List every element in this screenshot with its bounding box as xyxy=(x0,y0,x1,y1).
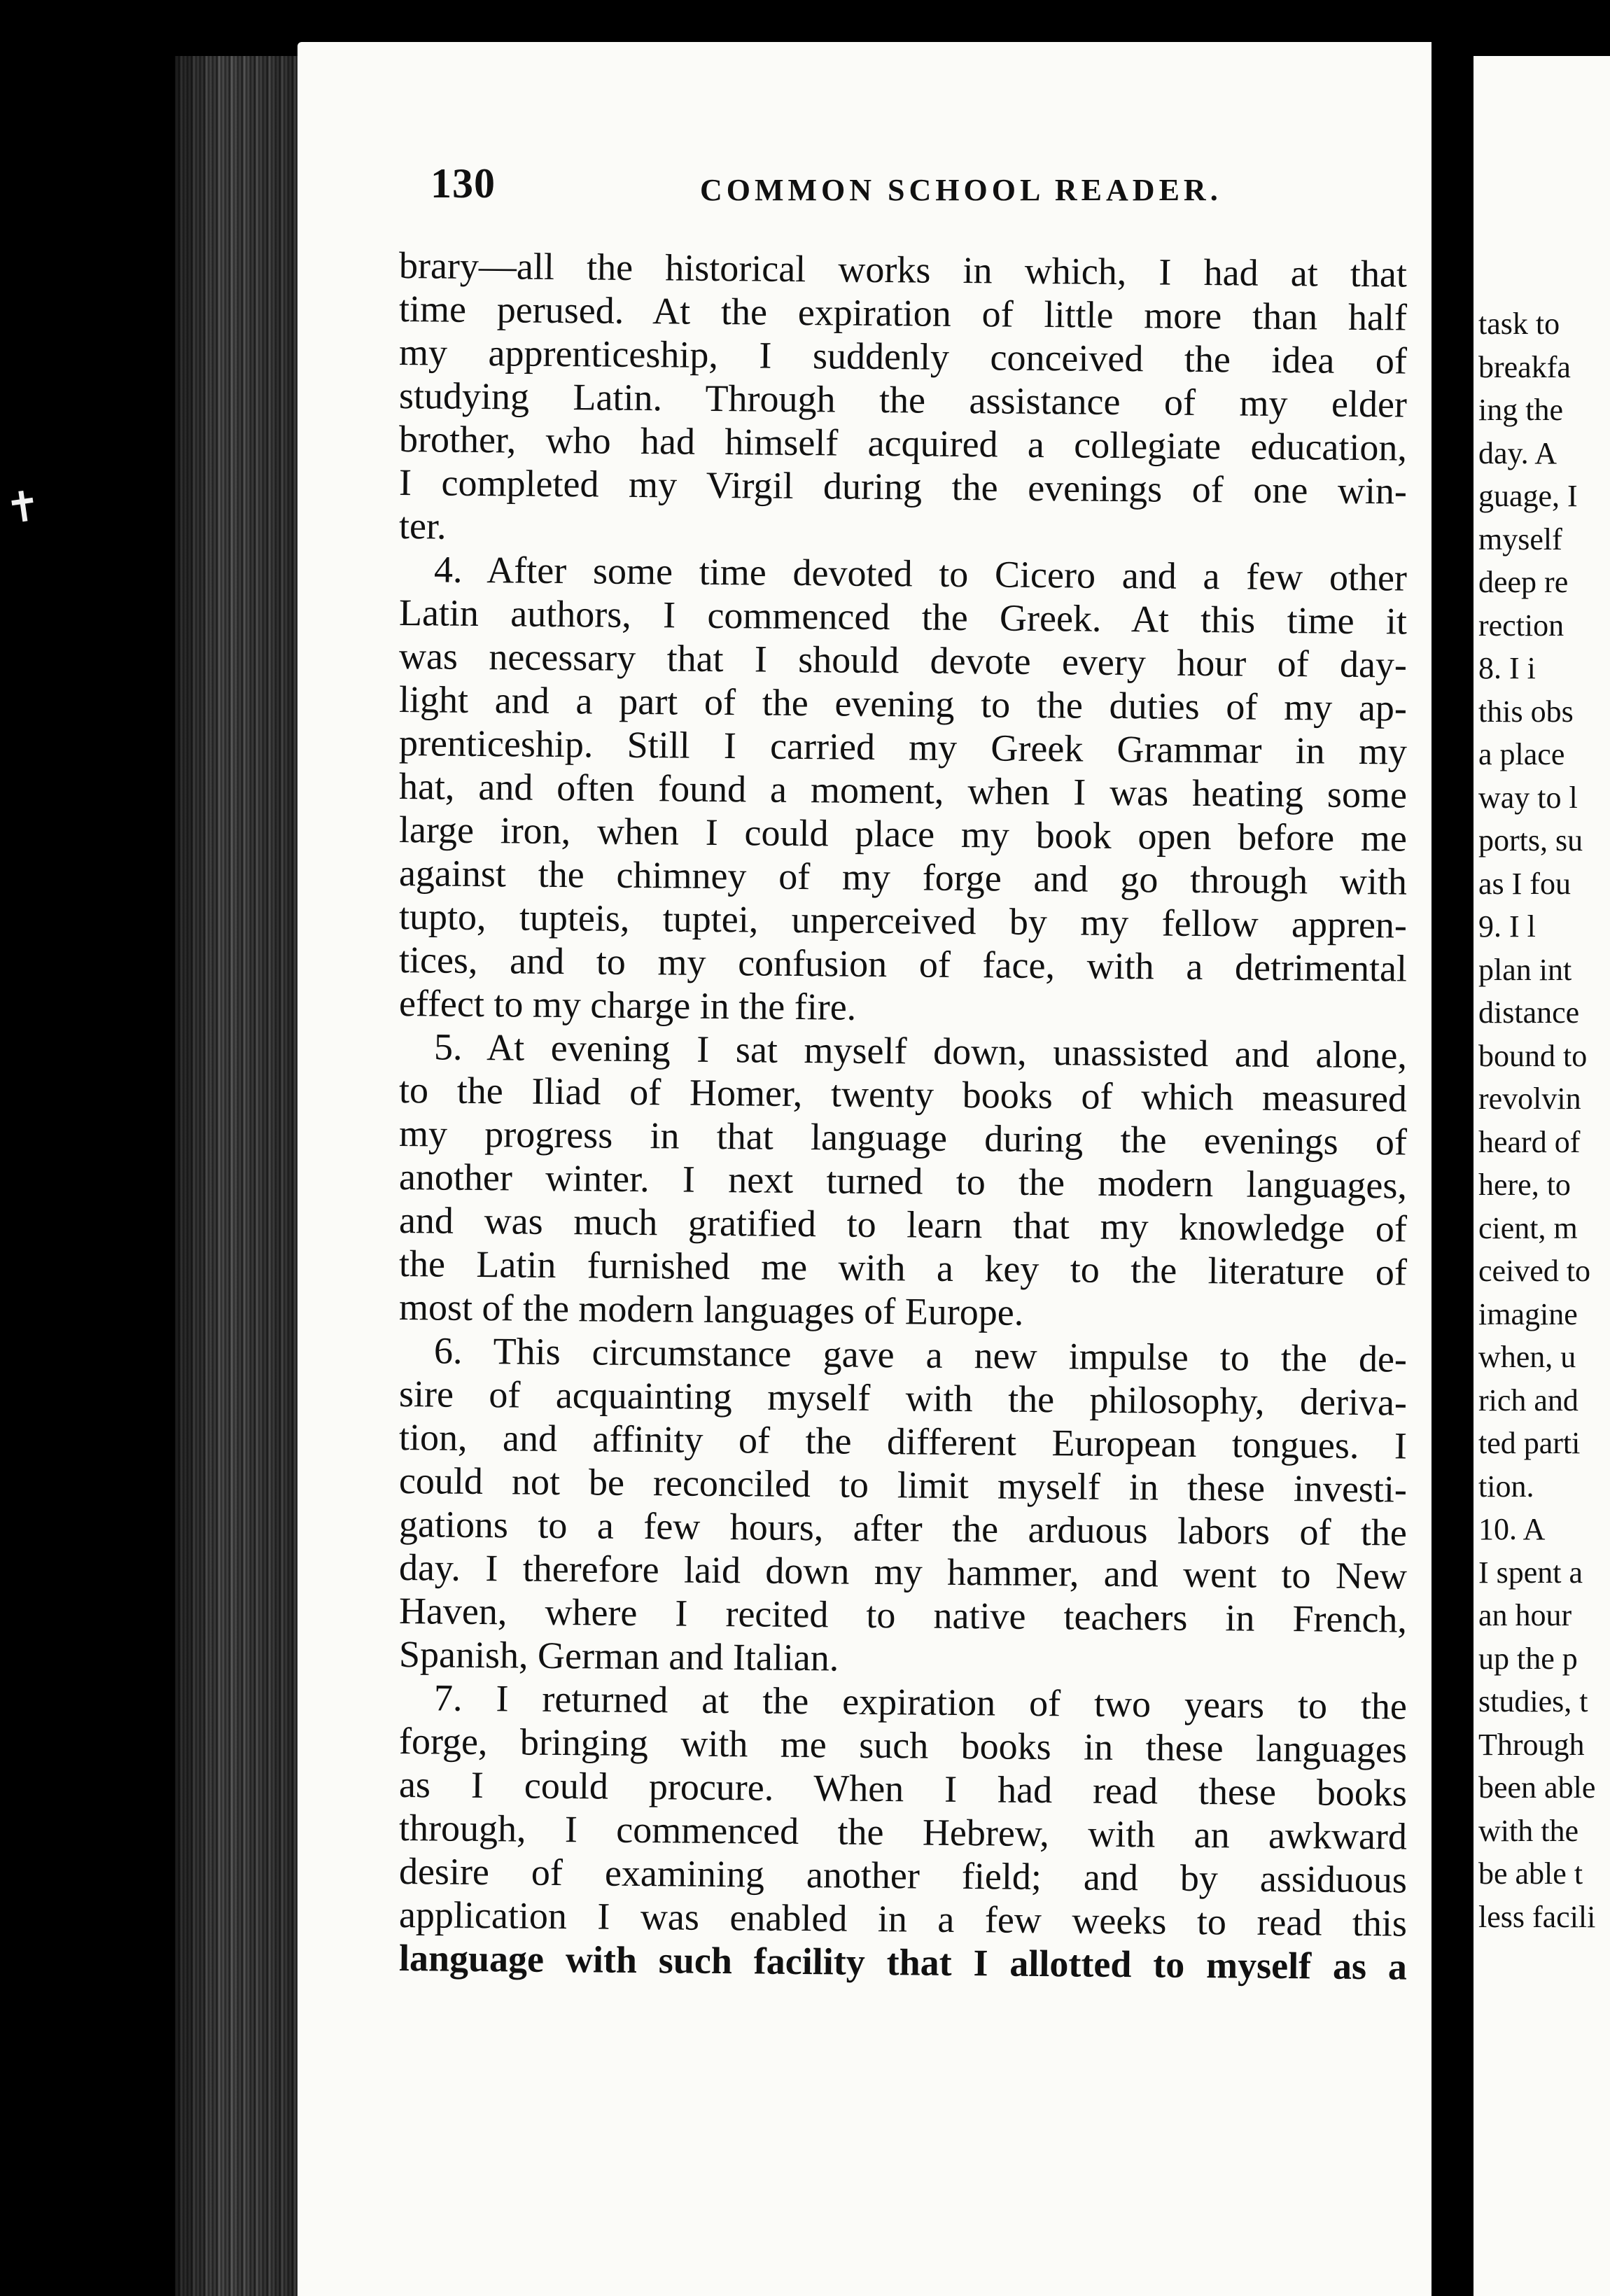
page-gutter xyxy=(1432,42,1474,2296)
facing-line: 10. A xyxy=(1478,1512,1546,1546)
facing-line: when, u xyxy=(1478,1340,1576,1374)
text-line: large iron, when I could place my book open before me xyxy=(398,808,1408,860)
facing-line: ceived to xyxy=(1478,1254,1591,1288)
facing-line: this obs xyxy=(1478,694,1574,729)
facing-line: rection xyxy=(1478,608,1564,643)
facing-line: ing the xyxy=(1478,393,1563,427)
text-line: against the chimney of my forge and go through with xyxy=(398,852,1408,903)
text-line: sire of acquainting myself with the philosophy, deriva- xyxy=(398,1373,1408,1424)
facing-line: distance xyxy=(1478,995,1580,1030)
facing-line: a place xyxy=(1478,737,1565,771)
facing-line: heard of xyxy=(1478,1124,1581,1159)
paragraph-start-7: 7. I returned at the expiration of two years to the xyxy=(433,1676,1408,1728)
facing-line: deep re xyxy=(1478,565,1569,599)
facing-line: up the p xyxy=(1478,1641,1578,1676)
facing-line: 8. I i xyxy=(1478,651,1536,685)
facing-line: tion. xyxy=(1478,1469,1534,1504)
spine-shadow xyxy=(175,56,301,2296)
paragraph-start-5: 5. At evening I sat myself down, unassisted and alone, xyxy=(433,1026,1408,1077)
facing-line: with the xyxy=(1478,1813,1578,1848)
facing-line: as I fou xyxy=(1478,866,1571,901)
text-line: day. I therefore laid down my hammer, and went to New xyxy=(398,1546,1408,1597)
facing-line: plan int xyxy=(1478,952,1572,987)
facing-line: less facili xyxy=(1478,1899,1596,1934)
facing-line: breakfa xyxy=(1478,349,1571,384)
paragraph-start-4: 4. After some time devoted to Cicero and a few other xyxy=(433,548,1408,599)
text-line: application I was enabled in a few weeks to read this xyxy=(398,1893,1408,1945)
facing-line: 9. I l xyxy=(1478,909,1536,944)
margin-mark: ✝ xyxy=(2,482,44,533)
facing-line: imagine xyxy=(1478,1296,1578,1331)
text-line: tupto, tupteis, tuptei, unperceived by my fellow appren- xyxy=(398,895,1408,946)
text-line: hat, and often found a moment, when I was heating some xyxy=(398,765,1408,816)
facing-line: myself xyxy=(1478,522,1562,556)
body-text xyxy=(398,244,1408,1988)
facing-line: an hour xyxy=(1478,1598,1572,1632)
facing-line: been able xyxy=(1478,1770,1596,1805)
text-line: to the Iliad of Homer, twenty books of which measured xyxy=(398,1069,1408,1120)
text-line: prenticeship. Still I carried my Greek Grammar in my xyxy=(398,722,1408,773)
facing-line: I spent a xyxy=(1478,1555,1583,1590)
text-line: I completed my Virgil during the evenings of one win- xyxy=(398,461,1408,512)
facing-page-text xyxy=(1478,302,1610,1938)
text-line: ter. xyxy=(398,505,447,547)
text-line: through, I commenced the Hebrew, with an awkward xyxy=(398,1807,1408,1858)
facing-line: bound to xyxy=(1478,1038,1588,1073)
facing-line: day. A xyxy=(1478,435,1558,470)
text-line: forge, bringing with me such books in these languages xyxy=(398,1720,1408,1771)
facing-line: revolvin xyxy=(1478,1082,1581,1116)
text-line: tices, and to my confusion of face, with a detrimental xyxy=(398,939,1408,990)
text-line: studying Latin. Through the assistance of my elder xyxy=(398,374,1408,426)
text-line: time perused. At the expiration of little more than half xyxy=(398,288,1408,339)
text-line: Haven, where I recited to native teachers in French, xyxy=(398,1590,1408,1641)
facing-line: rich and xyxy=(1478,1382,1578,1418)
text-line: light and a part of the evening to the duties of my ap- xyxy=(398,678,1408,729)
text-line: as I could procure. When I had read these books xyxy=(398,1763,1408,1814)
text-line: could not be reconciled to limit myself in these investi- xyxy=(398,1460,1408,1511)
facing-line: ports, su xyxy=(1478,823,1583,858)
text-line: tion, and affinity of the different European tongues. I xyxy=(398,1416,1408,1467)
facing-line: here, to xyxy=(1478,1168,1571,1202)
text-line: language with such facility that I allotted to myself as a xyxy=(398,1937,1408,1988)
text-line: my apprenticeship, I suddenly conceived the idea of xyxy=(398,331,1408,382)
text-line: was necessary that I should devote every hour of day- xyxy=(398,635,1408,686)
text-line: the Latin furnished me with a key to the literature of xyxy=(398,1242,1408,1294)
text-line: brary—all the historical works in which, I had at that xyxy=(398,244,1408,295)
text-line: most of the modern languages of Europe. xyxy=(398,1286,1024,1334)
text-line: Latin authors, I commenced the Greek. At this time it xyxy=(398,592,1408,643)
text-line: effect to my charge in the fire. xyxy=(398,982,857,1028)
text-line: desire of examining another field; and by assiduous xyxy=(398,1850,1408,1901)
facing-line: be able t xyxy=(1478,1856,1583,1891)
text-line: brother, who had himself acquired a collegiate education, xyxy=(398,418,1408,469)
text-line: Spanish, German and Italian. xyxy=(398,1633,839,1679)
text-line: my progress in that language during the evenings of xyxy=(398,1112,1408,1163)
facing-line: way to l xyxy=(1478,780,1578,815)
page-number: 130 xyxy=(430,160,496,206)
facing-line: guage, I xyxy=(1478,479,1578,513)
facing-line: studies, t xyxy=(1478,1684,1588,1718)
running-head: COMMON SCHOOL READER. xyxy=(700,173,1222,207)
facing-line: cient, m xyxy=(1478,1210,1578,1245)
text-line: gations to a few hours, after the arduous labors of the xyxy=(398,1503,1408,1554)
text-line: another winter. I next turned to the modern languages, xyxy=(398,1156,1408,1207)
facing-line: task to xyxy=(1478,307,1560,341)
facing-line: ted parti xyxy=(1478,1426,1581,1460)
paragraph-start-6: 6. This circumstance gave a new impulse to the de- xyxy=(433,1329,1408,1380)
facing-line: Through xyxy=(1478,1727,1585,1762)
text-line: and was much gratified to learn that my knowledge of xyxy=(398,1199,1408,1250)
